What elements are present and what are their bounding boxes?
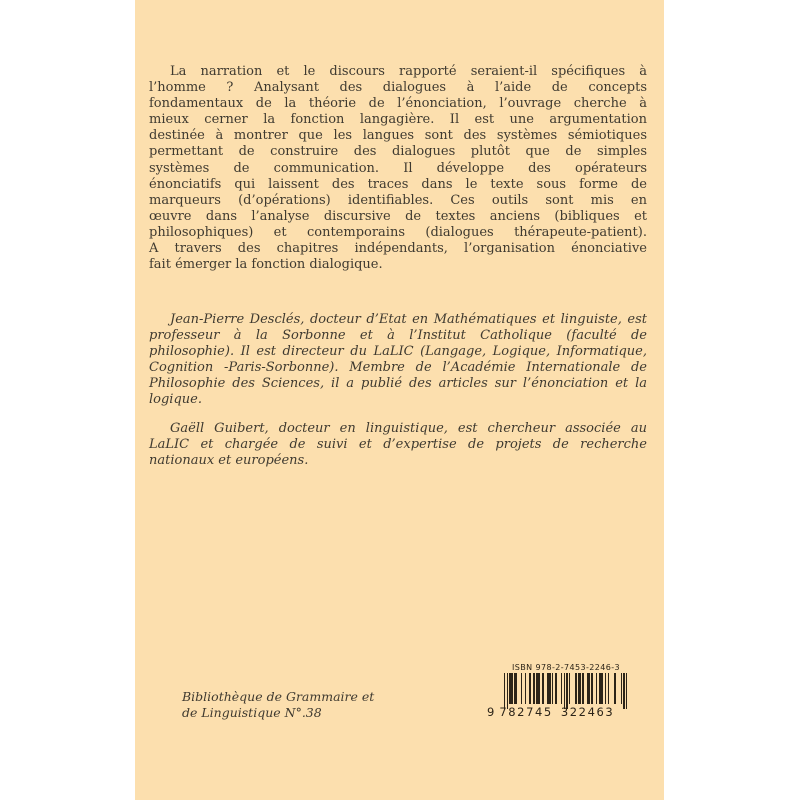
text-line: Gaëll Guibert, docteur en linguistique, est chercheur associée au: [170, 421, 647, 436]
barcode-digit-group1: 782745: [499, 705, 553, 719]
text-line: mieux cerner la fonction langagière. Il est une argumentation: [149, 112, 647, 128]
text-line: de Linguistique N°.38: [182, 705, 322, 720]
ean13-bars: [504, 673, 637, 709]
text-line: nationaux et européens.: [149, 453, 309, 469]
text-line: Jean-Pierre Desclés, docteur d’Etat en Mathématiques et linguiste, est: [170, 312, 647, 327]
text-line: Philosophie des Sciences, il a publié des articles sur l’énonciation et la: [149, 376, 647, 392]
text-line: destinée à montrer que les langues sont des systèmes sémiotiques: [149, 128, 647, 144]
text-line: La narration et le discours rapporté seraient-il spécifiques à: [170, 64, 647, 79]
text-line: œuvre dans l’analyse discursive de textes anciens (bibliques et: [149, 208, 647, 224]
text-line: systèmes de communication. Il développe des opérateurs: [149, 160, 647, 176]
text-line: permettant de construire des dialogues plutôt que de simples: [149, 144, 647, 160]
barcode-digit-group2: 322463: [560, 705, 615, 719]
text-line: fait émerger la fonction dialogique.: [149, 257, 383, 273]
text-line: énonciatifs qui laissent des traces dans le texte sous forme de: [149, 176, 647, 192]
barcode-digit-lead: 9: [487, 705, 495, 719]
barcode-digits: [487, 705, 637, 719]
text-line: fondamentaux de la théorie de l’énonciation, l’ouvrage cherche à: [149, 96, 647, 112]
collection-label: [182, 689, 374, 721]
text-line: philosophiques) et contemporains (dialogues thérapeute-patient).: [149, 224, 647, 240]
text-line: professeur à la Sorbonne et à l’Institut Catholique (faculté de: [149, 328, 647, 344]
text-line: logique.: [149, 392, 202, 408]
author-bio-guibert: [149, 421, 647, 469]
text-line: A travers des chapitres indépendants, l’organisation énonciative: [149, 241, 647, 257]
barcode-bar: [626, 673, 627, 709]
cover-page: [135, 0, 664, 800]
text-line: marqueurs (d’opérations) identifiables. Ces outils sont mis en: [149, 192, 647, 208]
text-line: Bibliothèque de Grammaire et: [182, 689, 375, 704]
ean13-barcode: [487, 663, 637, 719]
isbn-text: ISBN 978-2-7453-2246-3: [512, 663, 620, 672]
text-line: Cognition -Paris-Sorbonne). Membre de l’Académie Internationale de: [149, 360, 647, 376]
blurb-paragraph: [149, 64, 647, 273]
author-bio-descles: [149, 312, 647, 409]
text-line: LaLIC et chargée de suivi et d’expertise de projets de recherche: [149, 437, 647, 453]
text-line: l’homme ? Analysant des dialogues à l’aide de concepts: [149, 80, 647, 96]
text-line: philosophie). Il est directeur du LaLIC (Langage, Logique, Informatique,: [149, 344, 647, 360]
